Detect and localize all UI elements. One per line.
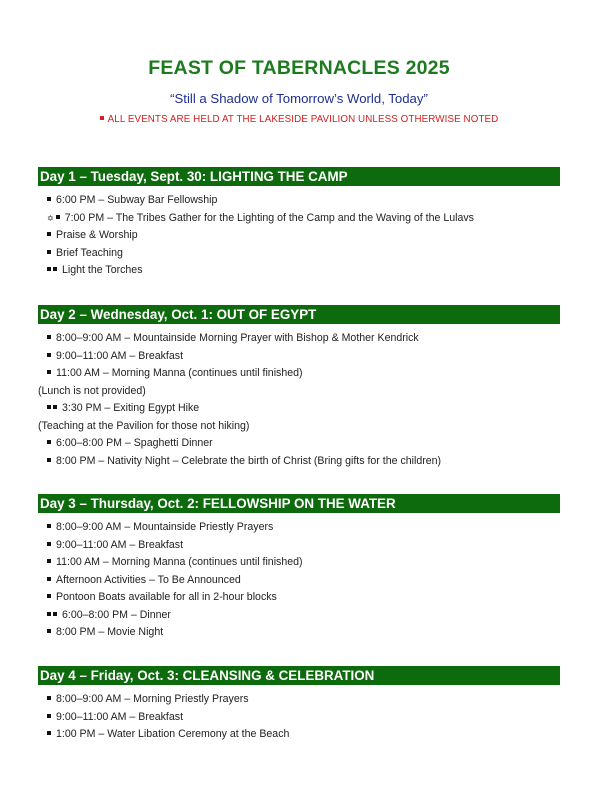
square-bullet-icon [47,405,51,409]
day-header: Day 2 – Wednesday, Oct. 1: OUT OF EGYPT [38,305,560,324]
day-header: Day 3 – Thursday, Oct. 2: FELLOWSHIP ON THE WATER [38,494,560,513]
square-bullet-icon [47,577,51,581]
bullet-group [47,554,56,572]
list-item [38,589,560,607]
bullet-group [47,572,56,590]
list-item [38,330,560,348]
list-item [38,365,560,383]
bullet-group [47,365,56,383]
page-subtitle: “Still a Shadow of Tomorrow’s World, Today” [170,91,428,106]
bullet-group [47,330,56,348]
square-bullet-icon [47,267,51,271]
square-bullet-icon [47,370,51,374]
notice-text: ALL EVENTS ARE HELD AT THE LAKESIDE PAVILION UNLESS OTHERWISE NOTED [107,114,499,125]
bullet-group [47,435,56,453]
list-note [38,418,560,436]
square-bullet-icon [53,612,57,616]
square-bullet-icon [53,267,57,271]
square-bullet-icon [47,731,51,735]
event-list [38,192,560,280]
star-of-david-icon: ✡ [47,213,54,223]
list-item [38,400,560,418]
list-item [38,453,560,471]
list-item-text: 11:00 AM – Morning Manna (continues until finished) [56,367,303,379]
list-item [38,262,560,280]
bullet-group [47,192,56,210]
square-bullet-icon [47,353,51,357]
list-item [38,519,560,537]
list-item-text: 9:00–11:00 AM – Breakfast [56,349,184,362]
list-note [38,383,560,401]
bullet-group [47,245,56,263]
square-bullet-icon [47,559,51,563]
list-item-text: 3:30 PM – Exiting Egypt Hike [62,402,200,414]
list-item [38,554,560,572]
square-bullet-icon [56,215,60,219]
notice-bullet-icon [100,116,104,120]
day-section-3 [38,494,560,642]
square-bullet-icon [47,335,51,339]
list-item-text: 8:00–9:00 AM – Mountainside Morning Prayer with Bishop & Mother Kendrick [56,332,419,344]
list-item [38,726,560,744]
square-bullet-icon [47,197,51,201]
bullet-group [47,709,56,727]
event-list [38,691,560,744]
list-item-text: 1:00 PM – Water Libation Ceremony at the Beach [56,728,290,740]
day-section-4 [38,666,560,744]
list-item [38,572,560,590]
list-item [38,435,560,453]
list-item-text: 11:00 AM – Morning Manna (continues until finished) [56,556,303,568]
list-item-text: (Lunch is not provided) [38,384,146,397]
square-bullet-icon [47,232,51,236]
list-item [38,691,560,709]
list-item-text: 6:00–8:00 PM – Dinner [62,608,171,621]
event-list [38,519,560,642]
list-item [38,227,560,245]
square-bullet-icon [47,250,51,254]
day-section-2 [38,305,560,470]
bullet-group [47,453,56,471]
bullet-group [47,348,56,366]
list-item-text: Afternoon Activities – To Be Announced [56,573,241,586]
list-item-text: 9:00–11:00 AM – Breakfast [56,538,184,551]
bullet-group [56,210,65,228]
list-item [38,348,560,366]
square-bullet-icon [47,696,51,700]
list-item-text: 8:00 PM – Movie Night [56,626,164,638]
list-item [38,624,560,642]
list-item-text: 7:00 PM – The Tribes Gather for the Lighting of the Camp and the Waving of the Lulavs [64,211,474,224]
bullet-group [47,691,56,709]
list-item [38,210,560,228]
square-bullet-icon [47,542,51,546]
bullet-group [47,227,56,245]
list-item-text: 9:00–11:00 AM – Breakfast [56,710,184,723]
day-section-1 [38,167,560,280]
bullet-group [47,400,62,418]
bullet-group [47,262,62,280]
list-item-text: Brief Teaching [56,246,123,259]
list-item-text: 8:00–9:00 AM – Mountainside Priestly Prayers [56,521,274,533]
square-bullet-icon [53,405,57,409]
bullet-group [47,607,62,625]
list-item [38,607,560,625]
list-item [38,537,560,555]
square-bullet-icon [47,458,51,462]
day-header: Day 4 – Friday, Oct. 3: CLEANSING & CELEBRATION [38,666,560,685]
page-title: FEAST OF TABERNACLES 2025 [148,57,450,79]
list-item [38,192,560,210]
event-list [38,330,560,470]
location-notice [0,114,598,125]
square-bullet-icon [47,612,51,616]
list-item-text: (Teaching at the Pavilion for those not hiking) [38,419,250,432]
list-item [38,245,560,263]
list-item-text: 6:00–8:00 PM – Spaghetti Dinner [56,437,213,449]
list-item-text: 8:00 PM – Nativity Night – Celebrate the birth of Christ (Bring gifts for the children) [56,454,442,467]
list-item-text: Praise & Worship [56,229,138,241]
bullet-group [47,519,56,537]
bullet-group [47,726,56,744]
day-header: Day 1 – Tuesday, Sept. 30: LIGHTING THE CAMP [38,167,560,186]
square-bullet-icon [47,440,51,444]
square-bullet-icon [47,594,51,598]
list-item-text: Light the Torches [62,264,143,276]
square-bullet-icon [47,629,51,633]
square-bullet-icon [47,714,51,718]
list-item-text: Pontoon Boats available for all in 2-hour blocks [56,591,277,603]
bullet-group [47,624,56,642]
bullet-group [47,537,56,555]
list-item [38,709,560,727]
list-item-text: 6:00 PM – Subway Bar Fellowship [56,194,218,206]
square-bullet-icon [47,524,51,528]
list-item-text: 8:00–9:00 AM – Morning Priestly Prayers [56,693,249,705]
bullet-group [47,589,56,607]
